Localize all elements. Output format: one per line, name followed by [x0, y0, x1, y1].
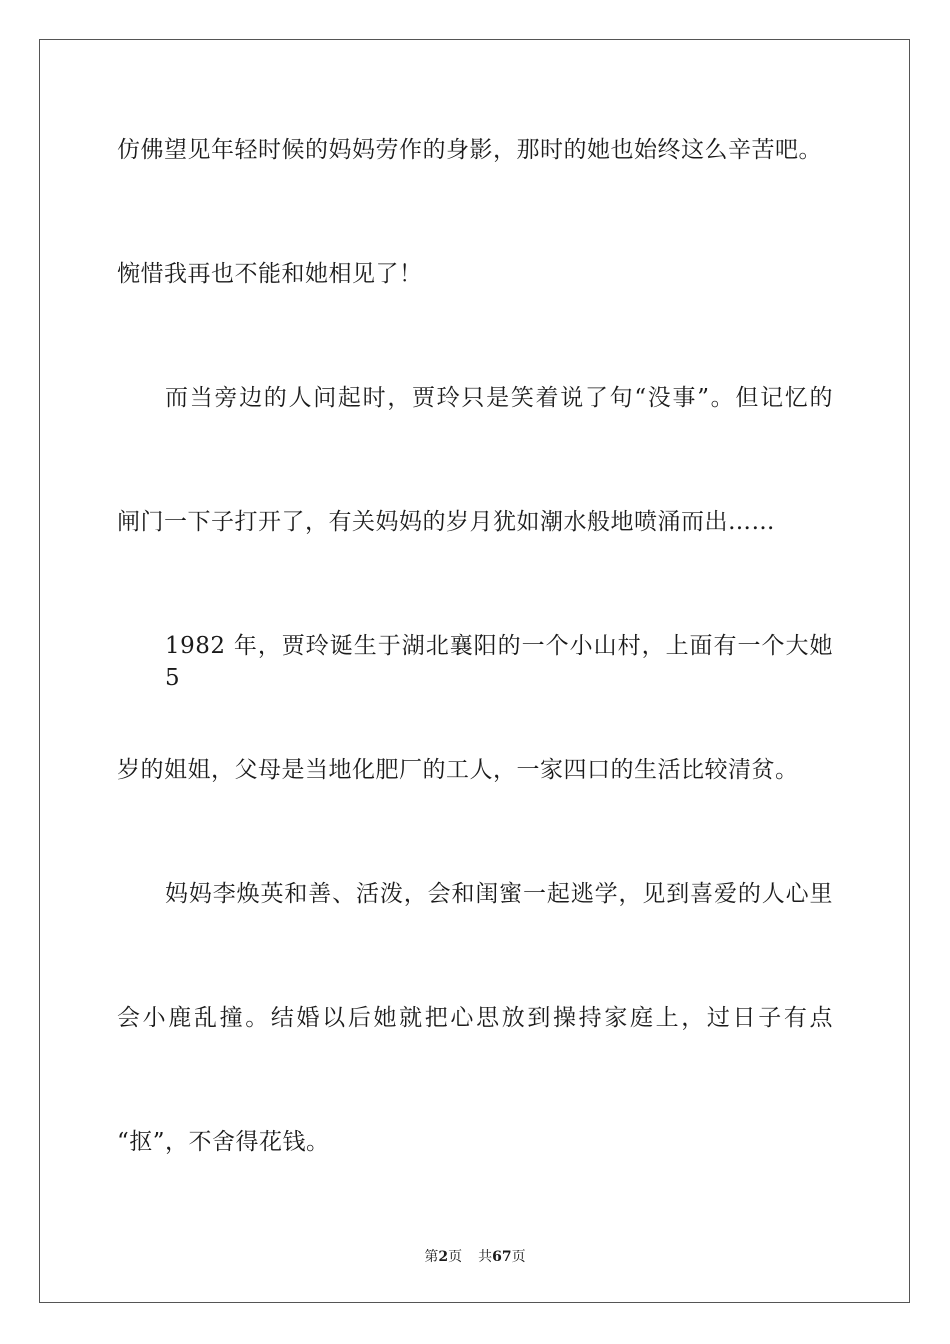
text-line-1: 仿佛望见年轻时候的妈妈劳作的身影，那时的她也始终这么辛苦吧。 [117, 137, 822, 163]
text-line-9: “抠”，不舍得花钱。 [117, 1129, 330, 1155]
text-line-4: 闸门一下子打开了，有关妈妈的岁月犹如潮水般地喷涌而出…… [117, 509, 775, 535]
footer-total-suffix: 页 [511, 1249, 526, 1265]
footer-page-prefix: 第 [424, 1249, 439, 1265]
text-line-2: 惋惜我再也不能和她相见了！ [117, 261, 423, 287]
footer-page-suffix: 页 [448, 1249, 463, 1265]
text-line-6: 岁的姐姐，父母是当地化肥厂的工人，一家四口的生活比较清贫。 [117, 757, 799, 783]
text-line-3: 而当旁边的人问起时，贾玲只是笑着说了句“没事”。但记忆的 [165, 385, 833, 411]
footer-total-prefix: 共 [478, 1249, 493, 1265]
text-line-5: 1982 年，贾玲诞生于湖北襄阳的一个小山村，上面有一个大她 5 [165, 633, 833, 691]
text-line-8: 会小鹿乱撞。结婚以后她就把心思放到操持家庭上，过日子有点 [117, 1005, 833, 1031]
text-line-7: 妈妈李焕英和善、活泼，会和闺蜜一起逃学，见到喜爱的人心里 [165, 881, 833, 907]
footer-page-number: 2 [438, 1249, 449, 1265]
footer-total-pages: 67 [492, 1249, 512, 1265]
page-footer [0, 1247, 950, 1267]
